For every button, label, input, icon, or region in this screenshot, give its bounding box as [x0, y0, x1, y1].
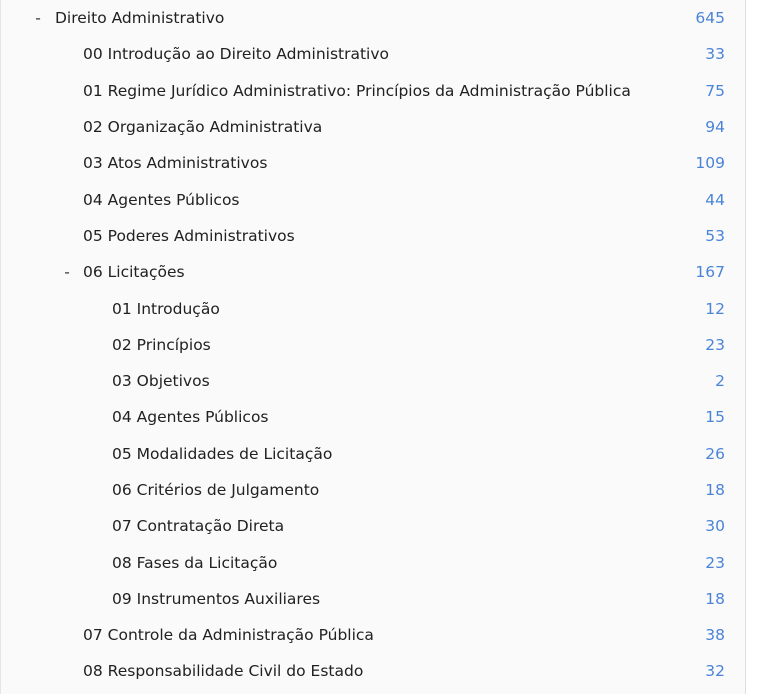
tree-node-label: 06 Licitações [83, 263, 185, 282]
tree-node-label: 08 Responsabilidade Civil do Estado [83, 662, 364, 681]
collapse-toggle[interactable]: - [35, 9, 41, 28]
tree-node-licitacoes-contratacao-direta[interactable] [1, 508, 745, 544]
tree-node-label: 00 Introdução ao Direito Administrativo [83, 45, 390, 64]
tree-node-licitacoes-introducao[interactable] [1, 290, 745, 326]
tree-node-label: 03 Objetivos [112, 372, 210, 391]
tree-node-atos-administrativos[interactable] [1, 145, 745, 181]
collapse-toggle[interactable]: - [64, 263, 70, 282]
tree-node-licitacoes-fases[interactable] [1, 544, 745, 580]
question-count: 645 [695, 9, 725, 28]
tree-node-licitacoes-modalidades[interactable] [1, 436, 745, 472]
tree-node-label: 06 Critérios de Julgamento [112, 481, 320, 499]
tree-node-label: 05 Modalidades de Licitação [112, 444, 333, 463]
tree-node-label: 04 Agentes Públicos [112, 408, 269, 427]
tree-node-label: 09 Instrumentos Auxiliares [112, 589, 321, 608]
question-count: 32 [705, 662, 725, 681]
question-count: 2 [715, 372, 725, 391]
tree-node-label: 08 Fases da Licitação [112, 553, 278, 572]
tree-node-licitacoes-instrumentos-auxiliares[interactable] [1, 581, 745, 617]
tree-node-regime-juridico[interactable] [1, 73, 745, 109]
tree-node-agentes-publicos[interactable] [1, 181, 745, 217]
tree-node-licitacoes-objetivos[interactable] [1, 363, 745, 399]
tree-node-licitacoes-principios[interactable] [1, 327, 745, 363]
tree-node-label: 03 Atos Administrativos [83, 154, 268, 173]
question-count: 94 [705, 118, 725, 137]
question-count: 44 [705, 190, 725, 209]
question-count: 12 [705, 299, 725, 318]
question-count: 33 [705, 45, 725, 64]
question-count: 23 [705, 335, 725, 354]
question-count: 30 [705, 517, 725, 536]
tree-node-direito-administrativo[interactable] [1, 0, 745, 36]
question-count: 109 [695, 154, 725, 173]
tree-node-label: 07 Controle da Administração Pública [83, 626, 374, 645]
tree-node-label: 07 Contratação Direta [112, 517, 285, 536]
tree-node-label: 01 Regime Jurídico Administrativo: Princípios da Administração Pública [83, 81, 631, 100]
topic-tree [1, 0, 745, 690]
tree-node-label: Direito Administrativo [55, 9, 225, 28]
tree-node-licitacoes-agentes-publicos[interactable] [1, 399, 745, 435]
question-count: 38 [705, 626, 725, 645]
tree-node-label: 04 Agentes Públicos [83, 190, 240, 209]
tree-node-licitacoes[interactable] [1, 254, 745, 290]
question-count: 53 [705, 226, 725, 245]
tree-node-organizacao-administrativa[interactable] [1, 109, 745, 145]
question-count: 167 [695, 263, 725, 282]
tree-node-controle-administracao[interactable] [1, 617, 745, 653]
question-count: 75 [705, 81, 725, 100]
tree-node-licitacoes-criterios-julgamento[interactable] [1, 472, 745, 508]
tree-node-introducao-direito-administrativo[interactable] [1, 36, 745, 72]
question-count: 23 [705, 553, 725, 572]
tree-node-poderes-administrativos[interactable] [1, 218, 745, 254]
tree-node-label: 01 Introdução [112, 299, 220, 318]
tree-node-label: 02 Princípios [112, 335, 211, 354]
question-count: 18 [705, 589, 725, 608]
question-count: 26 [705, 444, 725, 463]
tree-node-label: 05 Poderes Administrativos [83, 226, 295, 245]
tree-node-label: 02 Organização Administrativa [83, 118, 323, 137]
question-count: 18 [705, 481, 725, 499]
tree-node-responsabilidade-civil[interactable] [1, 653, 745, 689]
question-count: 15 [705, 408, 725, 427]
